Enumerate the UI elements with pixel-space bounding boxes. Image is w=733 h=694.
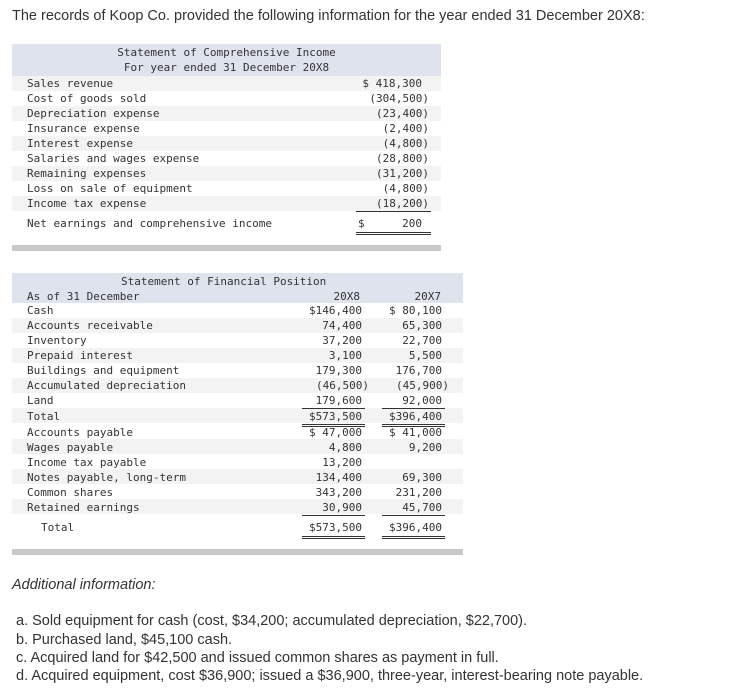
subtotal-underline [302,408,365,409]
additional-information-heading: Additional information: [12,577,156,593]
balance-value-20x8: $573,500 [309,410,362,423]
total-double-underline [302,424,365,425]
balance-value-20x7: 65,300 [402,319,442,332]
income-statement-subtitle: For year ended 31 December 20X8 [123,61,330,74]
income-row-label: Sales revenue [27,77,114,90]
balance-value-20x8: 134,400 [315,471,362,484]
financial-position-title: Statement of Financial Position [121,275,327,288]
net-income-label: Net earnings and comprehensive income [27,217,273,230]
as-of-label: As of 31 December [27,290,140,303]
financial-position-table [12,273,463,556]
intro-text: The records of Koop Co. provided the following information for the year ended 31 December 20X8: [12,8,645,24]
subtotal-underline [382,515,445,516]
income-row-value: (23,400) [376,107,429,120]
balance-value-20x7: 9,200 [408,441,442,454]
income-row-value: (4,800) [382,182,429,195]
balance-value-20x8: 37,200 [322,334,362,347]
subtotal-underline [382,408,445,409]
income-row-label: Loss on sale of equipment [27,182,193,195]
balance-value-20x7: 231,200 [395,486,442,499]
total-double-underline [302,536,365,537]
balance-value-20x7: 22,700 [402,334,442,347]
balance-value-20x8: $146,400 [309,304,362,317]
income-row-label: Depreciation expense [27,107,160,120]
subtotal-underline [302,515,365,516]
income-statement-title: Statement of Comprehensive Income [117,46,336,59]
balance-row-label: Accounts payable [27,426,133,439]
balance-value-20x7: 92,000 [402,394,442,407]
balance-value-20x8: 343,200 [315,486,362,499]
income-row-value: (18,200) [376,197,429,210]
total-double-underline [382,424,445,425]
balance-row-label: Cash [27,304,54,317]
balance-value-20x8: 3,100 [328,349,362,362]
table-bottom-bar [12,245,441,251]
grand-total-20x7: $396,400 [389,521,442,534]
column-header-20x7: 20X7 [414,290,441,303]
column-header-20x8: 20X8 [333,290,360,303]
balance-value-20x7: 176,700 [395,364,442,377]
subtotal-underline [356,211,431,212]
balance-value-20x8: 74,400 [322,319,362,332]
grand-total-20x8: $573,500 [309,521,362,534]
income-row-value: (31,200) [376,167,429,180]
balance-row-label: Inventory [27,334,87,347]
table-bottom-bar [12,549,463,555]
income-row-label: Income tax expense [27,197,147,210]
balance-value-20x8: 30,900 [322,501,362,514]
income-row-value: (28,800) [376,152,429,165]
income-row-value: (2,400) [382,122,429,135]
balance-value-20x8: (46,500) [316,379,369,392]
balance-value-20x7: $ 41,000 [389,426,442,439]
note-a: a. Sold equipment for cash (cost, $34,200; accumulated depreciation, $22,700). [16,613,528,629]
balance-value-20x7: 5,500 [408,349,442,362]
grand-total-label: Total [41,521,75,534]
balance-row-label: Buildings and equipment [27,364,180,377]
balance-value-20x8: 179,600 [315,394,362,407]
balance-value-20x8: 13,200 [322,456,362,469]
balance-row-label: Common shares [27,486,114,499]
total-double-underline [382,536,445,537]
balance-row-label: Land [27,394,54,407]
note-d: d. Acquired equipment, cost $36,900; issued a $36,900, three-year, interest-bearing note payable. [16,668,644,684]
net-income-currency: $ [358,217,365,230]
income-statement-table [12,44,441,251]
balance-value-20x7: 45,700 [402,501,442,514]
balance-row-label: Income tax payable [27,456,147,469]
balance-value-20x7: (45,900) [396,379,449,392]
income-row-label: Salaries and wages expense [27,152,200,165]
income-row-value: $ 418,300 [362,77,422,90]
balance-value-20x7: $ 80,100 [389,304,442,317]
income-row-label: Cost of goods sold [27,92,147,105]
income-row-label: Interest expense [27,137,133,150]
balance-row-label: Accumulated depreciation [27,379,186,392]
balance-value-20x7: $396,400 [389,410,442,423]
balance-value-20x8: $ 47,000 [309,426,362,439]
balance-row-label: Wages payable [27,441,114,454]
note-b: b. Purchased land, $45,100 cash. [16,632,233,648]
balance-row-label: Notes payable, long-term [27,471,186,484]
net-income-value: 200 [402,217,422,230]
total-double-underline [356,232,431,233]
balance-value-20x8: 4,800 [328,441,362,454]
balance-row-label: Prepaid interest [27,349,133,362]
income-row-value: (304,500) [369,92,429,105]
balance-row-label: Retained earnings [27,501,140,514]
income-row-value: (4,800) [382,137,429,150]
balance-row-label: Accounts receivable [27,319,153,332]
income-row-label: Remaining expenses [27,167,147,180]
income-row-label: Insurance expense [27,122,140,135]
note-c: c. Acquired land for $42,500 and issued common shares as payment in full. [16,650,499,666]
balance-value-20x8: 179,300 [315,364,362,377]
balance-row-label: Total [27,410,61,423]
balance-value-20x7: 69,300 [402,471,442,484]
